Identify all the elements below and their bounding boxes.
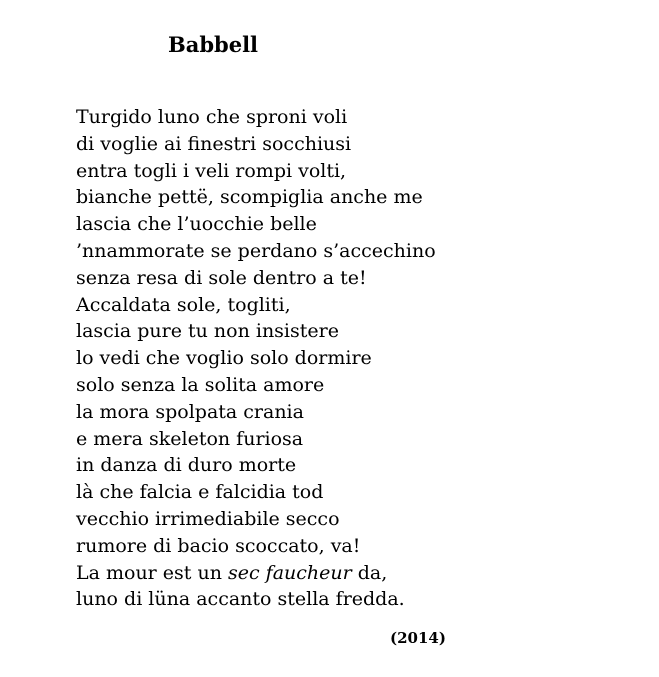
poem-line-12: la mora spolpata crania — [76, 400, 304, 423]
poem-line-18-after: da, — [351, 561, 388, 584]
poem-title: Babbell — [168, 32, 259, 57]
poem-body — [76, 104, 436, 613]
poem-line-8: Accaldata sole, togliti, — [76, 293, 291, 316]
poem-line-18-before: La mour est un — [76, 561, 228, 584]
poem-line-15: là che falcia e falcidia tod — [76, 481, 324, 504]
poem-line-13: e mera skeleton furiosa — [76, 427, 304, 450]
poem-line-4: bianche pettë, scompiglia anche me — [76, 186, 423, 209]
poem-line-10: lo vedi che voglio solo dormire — [76, 347, 372, 370]
poem-line-5: lascia che l’uocchie belle — [76, 213, 317, 236]
poem-line-2: di voglie ai finestri socchiusi — [76, 132, 352, 155]
poem-line-14: in danza di duro morte — [76, 454, 297, 477]
poem-line-19: luno di lüna accanto stella fredda. — [76, 588, 405, 611]
poem-year: (2014) — [390, 629, 446, 647]
poem-line-18 — [76, 560, 436, 587]
poem-line-11: solo senza la solita amore — [76, 373, 325, 396]
poem-line-3: entra togli i veli rompi volti, — [76, 159, 347, 182]
poem-line-16: vecchio irrimediabile secco — [76, 507, 340, 530]
poem-line-18-italic: sec faucheur — [227, 561, 352, 584]
poem-line-1: Turgido luno che sproni voli — [76, 106, 348, 128]
poem-line-17: rumore di bacio scoccato, va! — [76, 534, 361, 557]
poem-line-6: ’nnammorate se perdano s’accechino — [76, 239, 436, 262]
poem-line-9: lascia pure tu non insistere — [76, 320, 339, 343]
poem-line-7: senza resa di sole dentro a te! — [76, 266, 367, 289]
